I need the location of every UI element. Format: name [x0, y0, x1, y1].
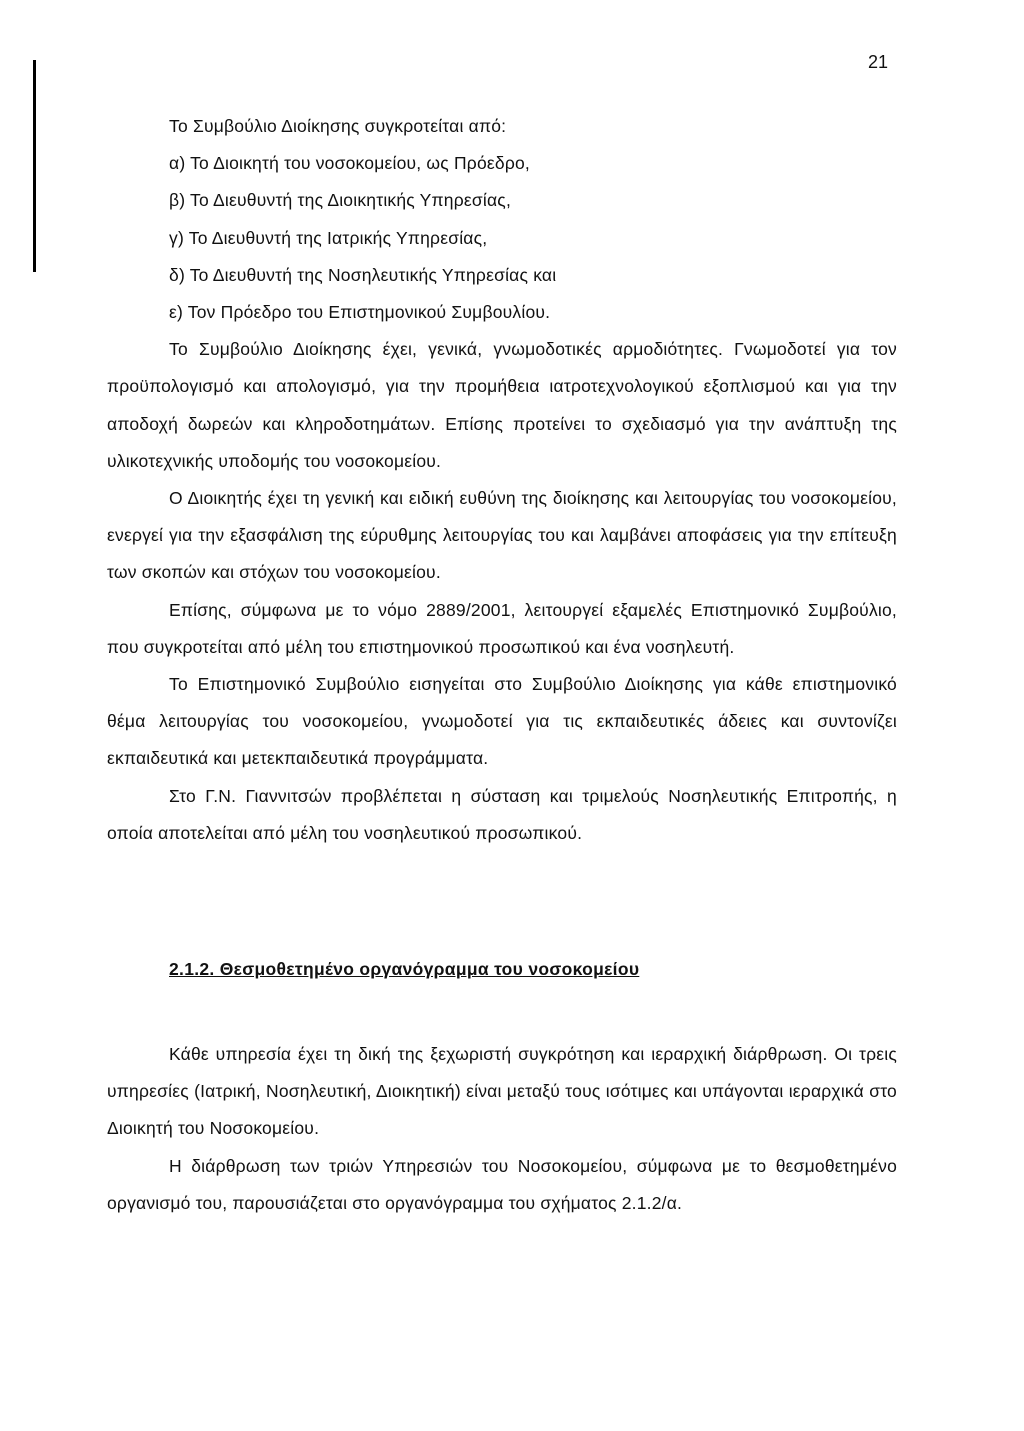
paragraph: Η διάρθρωση των τριών Υπηρεσιών του Νοσοκομείου, σύμφωνα με το θεσμοθετημένο οργανισμό του, παρουσιάζεται στο οργανόγραμμα του σχήματος 2.1.2/α. [107, 1155, 897, 1213]
paragraph: Επίσης, σύμφωνα με το νόμο 2889/2001, λειτουργεί εξαμελές Επιστημονικό Συμβούλιο, που συγκροτείται από μέλη του επιστημονικού προσωπικού και ένα νοσηλευτή. [107, 599, 897, 657]
list-item: α) Το Διοικητή του νοσοκομείου, ως Πρόεδρο, [169, 153, 530, 174]
governance-section [107, 108, 897, 852]
list-item: δ) Το Διευθυντή της Νοσηλευτικής Υπηρεσίας και [169, 264, 557, 285]
section-heading: 2.1.2. Θεσμοθετημένο οργανόγραμμα του νοσοκομείου [169, 959, 640, 979]
page-number: 21 [868, 52, 889, 72]
list-item: γ) Το Διευθυντή της Ιατρικής Υπηρεσίας, [169, 227, 488, 248]
scan-edge-line [33, 60, 36, 272]
paragraph: Το Επιστημονικό Συμβούλιο εισηγείται στο Συμβούλιο Διοίκησης για κάθε επιστημονικό θέμα λειτουργίας του νοσοκομείου, γνωμοδοτεί για τις εκπαιδευτικές άδειες και συντονίζει εκπαιδευτικά και μετεκπαιδευτικά προγράμματα. [107, 674, 897, 769]
org-chart-section [107, 1036, 897, 1222]
paragraph: Ο Διοικητής έχει τη γενική και ειδική ευθύνη της διοίκησης και λειτουργίας του νοσοκομείου, ενεργεί για την εξασφάλιση της εύρυθμης λειτουργίας του και λαμβάνει αποφάσεις για την επίτευξη των σκοπών και στόχων του νοσοκομείου. [107, 488, 897, 583]
paragraph: Κάθε υπηρεσία έχει τη δική της ξεχωριστή συγκρότηση και ιεραρχική διάρθρωση. Οι τρεις υπηρεσίες (Ιατρική, Νοσηλευτική, Διοικητική) είναι μεταξύ τους ισότιμες και υπάγονται ιεραρχικά στο Διοικητή του Νοσοκομείου. [107, 1044, 897, 1139]
list-item: ε) Τον Πρόεδρο του Επιστημονικού Συμβουλίου. [169, 302, 551, 323]
paragraph: Στο Γ.Ν. Γιαννιτσών προβλέπεται η σύσταση και τριμελούς Νοσηλευτικής Επιτροπής, η οποία αποτελείται από μέλη του νοσηλευτικού προσωπικού. [107, 785, 897, 843]
paragraph: Το Συμβούλιο Διοίκησης έχει, γενικά, γνωμοδοτικές αρμοδιότητες. Γνωμοδοτεί για τον προϋπολογισμό και απολογισμό, για την προμήθεια ιατροτεχνολογικού εξοπλισμού και για την αποδοχή δωρεών και κληροδοτημάτων. Επίσης προτείνει το σχεδιασμό για την ανάπτυξη της υλικοτεχνικής υποδομής του νοσοκομείου. [107, 339, 897, 471]
intro-line: Το Συμβούλιο Διοίκησης συγκροτείται από: [169, 116, 507, 136]
list-item: β) Το Διευθυντή της Διοικητικής Υπηρεσίας, [169, 190, 512, 211]
